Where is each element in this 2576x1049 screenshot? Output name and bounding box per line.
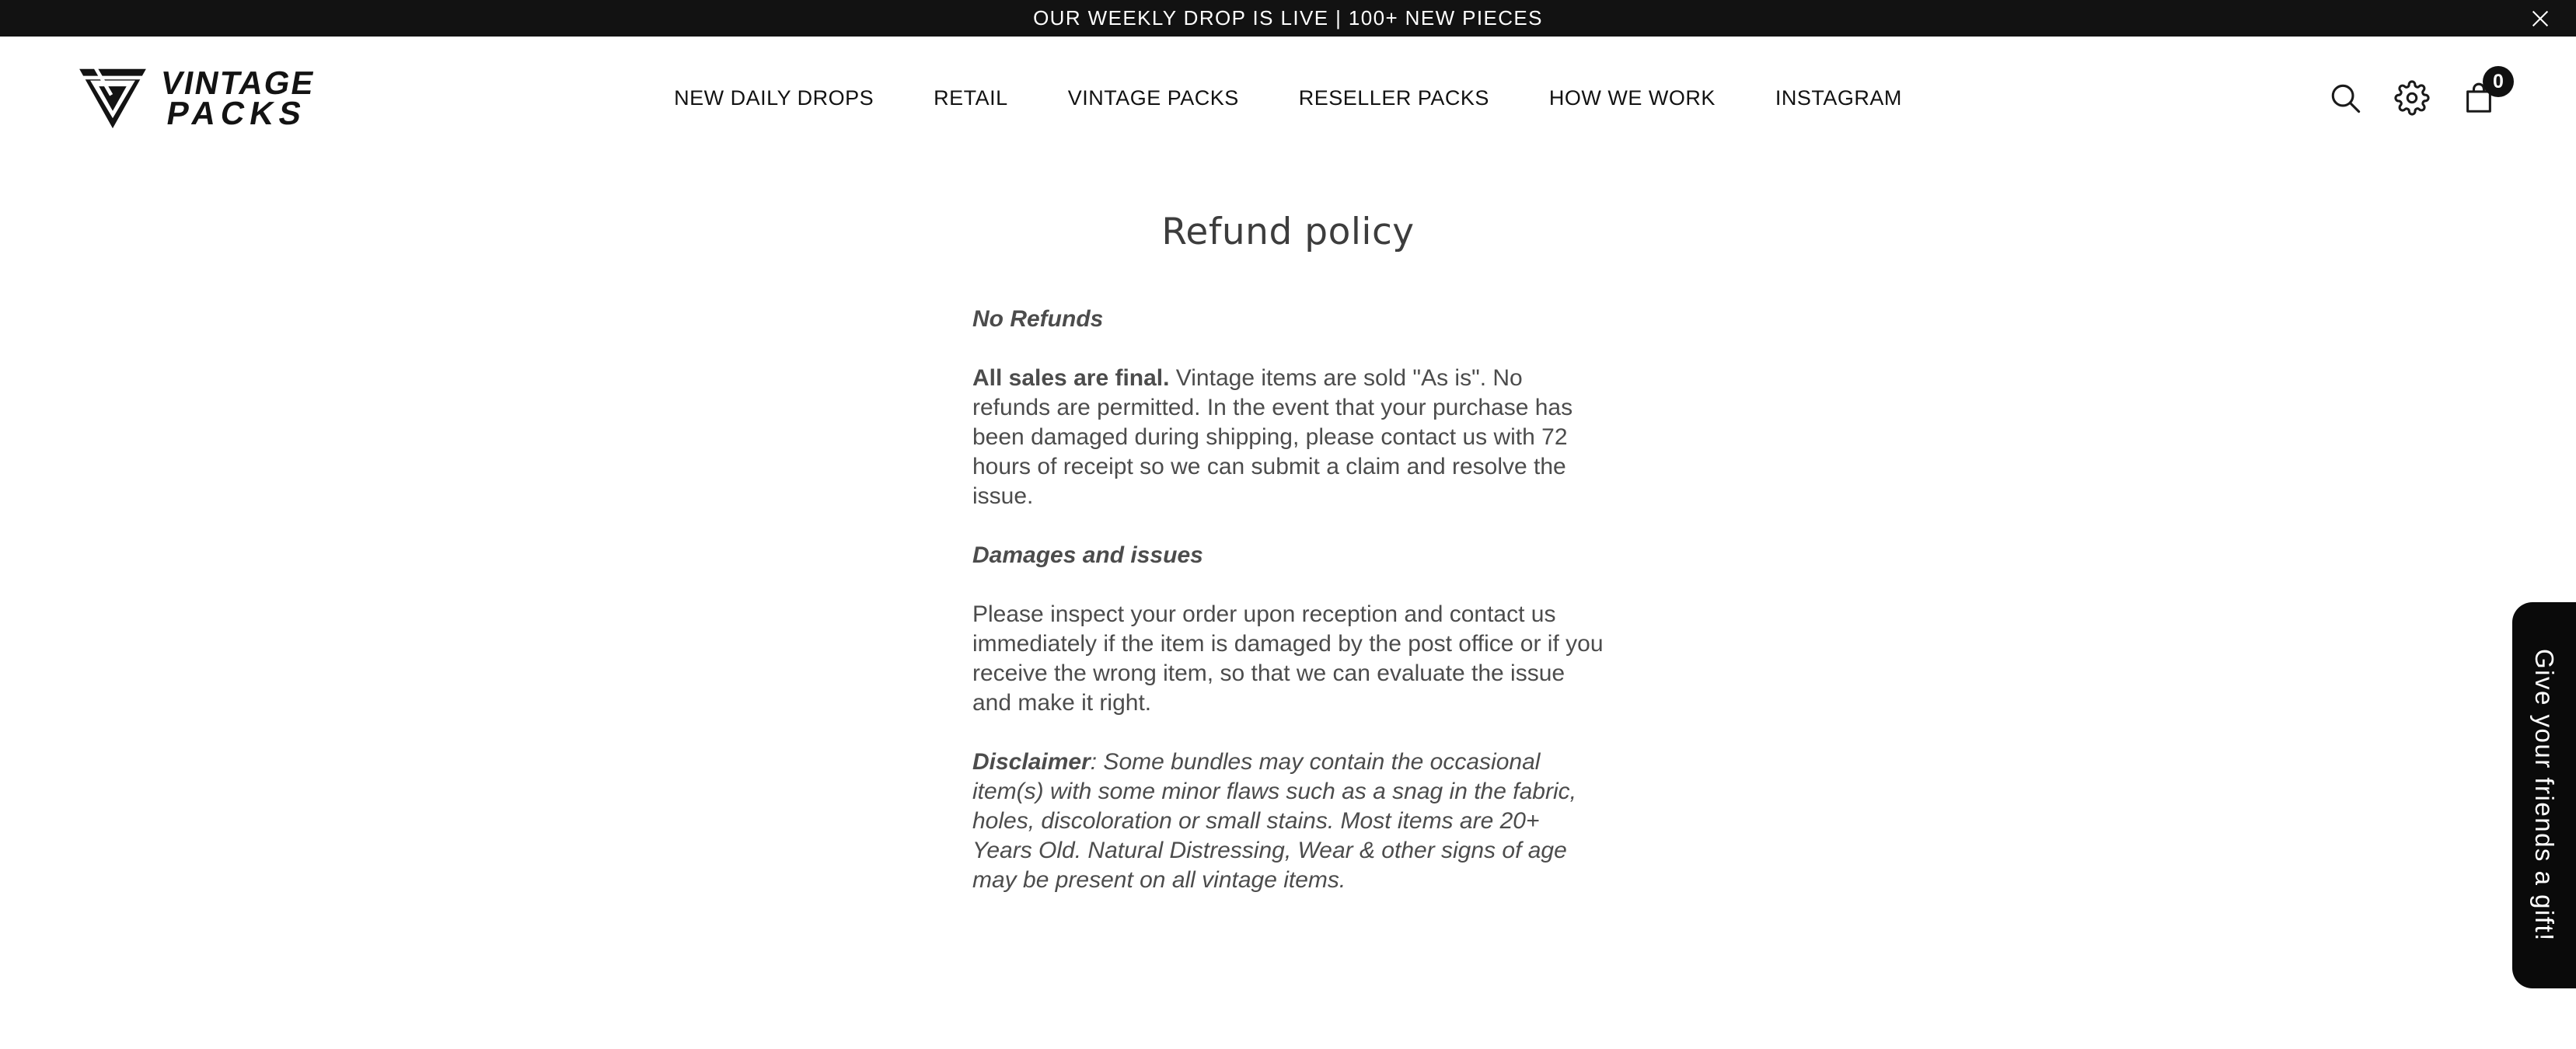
paragraph-body: Vintage items are sold "As is". No refunds are permitted. In the event that your purchase has been damaged during shipping, please contact us with 72 hours of receipt so we can submit a claim and resolve the issue.	[972, 365, 1573, 509]
nav-item-vintage-packs[interactable]: VINTAGE PACKS	[1067, 85, 1239, 110]
paragraph-all-sales-final	[972, 364, 1604, 511]
search-button[interactable]	[2326, 78, 2365, 117]
nav-item-instagram[interactable]: INSTAGRAM	[1775, 85, 1902, 110]
refund-policy-page	[0, 159, 2576, 895]
nav-item-retail[interactable]: RETAIL	[934, 85, 1008, 110]
gift-tab-button[interactable]	[2512, 602, 2576, 988]
announcement-close-button[interactable]	[2526, 5, 2554, 33]
search-icon	[2327, 80, 2363, 116]
nav-item-new-daily-drops[interactable]: NEW DAILY DROPS	[674, 85, 874, 110]
paragraph-inspect-order: Please inspect your order upon reception and contact us immediately if the item is damaged by the post office or if you receive the wrong item, so that we can evaluate the issue and make it right.	[972, 601, 1604, 716]
page-title: Refund policy	[1161, 211, 1415, 253]
cart-count-badge: 0	[2483, 66, 2514, 97]
announcement-text: OUR WEEKLY DROP IS LIVE | 100+ NEW PIECES	[1033, 6, 1543, 30]
logo-word-vintage: VINTAGE	[158, 64, 319, 101]
settings-button[interactable]	[2393, 78, 2431, 117]
disclaimer-lead: Disclaimer	[972, 749, 1091, 775]
paragraph-lead: All sales are final.	[972, 365, 1170, 391]
nav-item-reseller-packs[interactable]: RESELLER PACKS	[1298, 85, 1489, 110]
vintage-packs-logo-icon	[78, 66, 148, 130]
nav-item-how-we-work[interactable]: HOW WE WORK	[1548, 85, 1716, 110]
header-actions	[2079, 70, 2504, 117]
section-heading-no-refunds: No Refunds	[972, 306, 1104, 332]
logo-link[interactable]	[78, 64, 319, 131]
section-heading-damages-issues: Damages and issues	[972, 542, 1203, 568]
cart-button[interactable]	[2459, 70, 2504, 117]
gear-icon	[2394, 80, 2430, 116]
logo-word-packs: PACKS	[164, 95, 310, 131]
policy-content	[972, 305, 1604, 895]
logo-wordmark	[153, 64, 319, 131]
close-icon	[2529, 7, 2552, 30]
announcement-bar	[0, 0, 2576, 37]
site-header	[0, 37, 2576, 159]
header-left	[78, 66, 497, 130]
gift-tab-label: Give your friends a gift!	[2530, 649, 2559, 942]
disclaimer-body: : Some bundles may contain the occasional item(s) with some minor flaws such as a snag in the fabric, holes, discoloration or small stains. Most items are 20+ Years Old. Natural Distressing, Wear & other signs of age may be present on all vintage items.	[972, 749, 1576, 893]
main-nav	[497, 86, 2079, 110]
paragraph-disclaimer	[972, 748, 1604, 895]
